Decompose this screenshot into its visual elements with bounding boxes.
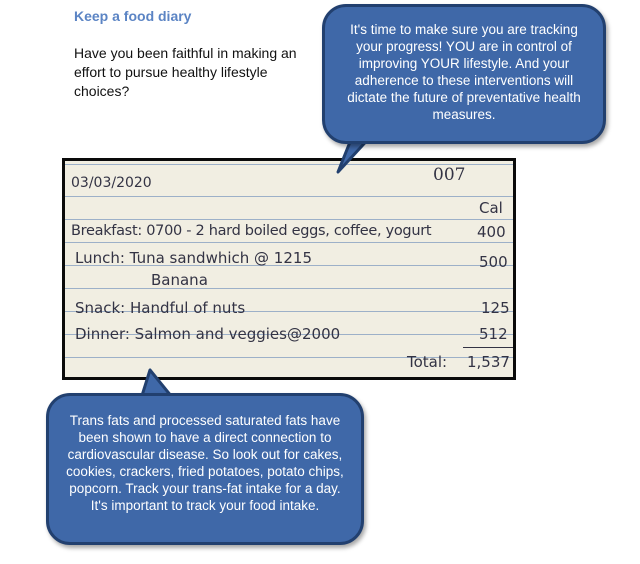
diary-cal-breakfast: 400	[477, 223, 506, 241]
diary-date: 03/03/2020	[71, 175, 152, 191]
diary-entry-snack: Snack: Handful of nuts	[75, 299, 246, 317]
callout-progress-text: It's time to make sure you are tracking your progress! YOU are in control of improving YOUR lifestyle. And your adherence to these interventions will dictate the future of preventative health measures.	[347, 22, 581, 122]
diary-cal-dinner: 512	[479, 325, 508, 343]
diary-cal-lunch: 500	[479, 253, 508, 271]
total-underline	[463, 347, 516, 348]
food-diary-image	[62, 158, 516, 380]
diary-total-value: 1,537	[467, 353, 510, 371]
diary-entry-dinner: Dinner: Salmon and veggies@2000	[75, 325, 341, 343]
diary-entry-lunch: Lunch: Tuna sandwhich @ 1215	[75, 249, 312, 267]
diary-entry-breakfast: Breakfast: 0700 - 2 hard boiled eggs, coffee, yogurt	[71, 223, 432, 239]
callout-trans-fats-text: Trans fats and processed saturated fats have been shown to have a direct connection to cardiovascular disease. So look out for cakes, cookies, crackers, fried potatoes, potato chips, popcorn. Track your trans-fat intake for a day. It's important to track your food intake.	[66, 413, 344, 513]
diary-total-label: Total:	[407, 353, 448, 371]
section-heading: Keep a food diary	[74, 8, 192, 24]
diary-entry-lunch-extra: Banana	[151, 271, 208, 289]
diary-cal-header: Cal	[479, 199, 503, 217]
callout-progress	[322, 4, 606, 144]
intro-question: Have you been faithful in making an effort to pursue healthy lifestyle choices?	[74, 45, 297, 99]
diary-cal-snack: 125	[481, 299, 510, 317]
diary-page-number: 007	[433, 165, 466, 185]
callout-trans-fats	[46, 393, 364, 545]
